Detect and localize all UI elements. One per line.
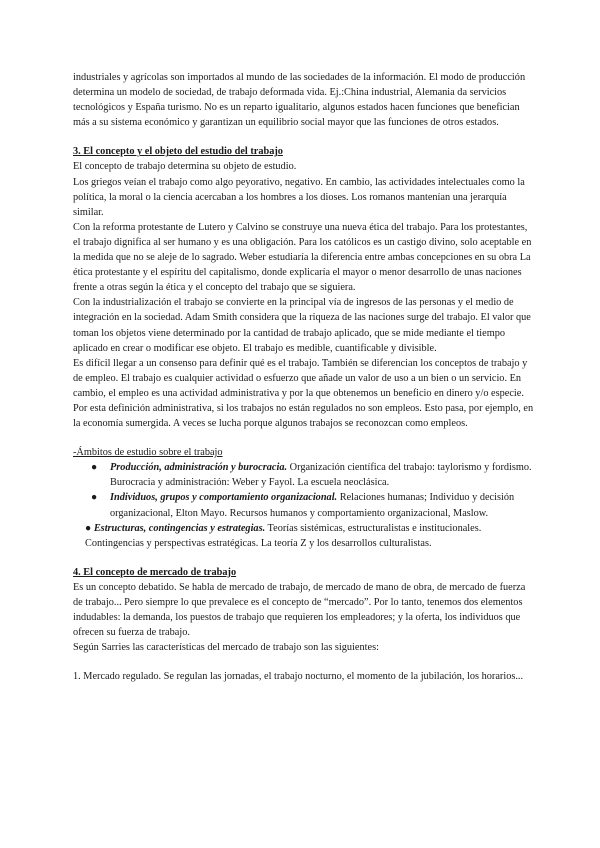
intro-paragraph: industriales y agrícolas son importados al mundo de las sociedades de la información. El modo de producción determina un modelo de sociedad, de trabajo deformada vida. Ej.:China industrial, Alemania da servicios tecnológicos y España turismo. No es un reparto igualitario, algunos estados hacen funciones que benefician más a su sistema económico y garantizan un equilibrio social mayor que las funciones de otros estados. — [73, 72, 526, 129]
ambito-title: Producción, administración y burocracia. — [110, 462, 288, 474]
spacer — [73, 431, 535, 445]
section-4-heading: 4. El concepto de mercado de trabajo — [73, 566, 237, 578]
spacer — [73, 551, 535, 565]
spacer — [73, 655, 535, 669]
ambito-text: Relaciones humanas; Individuo y decisión organizacional, Elton Mayo. Recursos humanos y comportamiento organizacional, Maslow. — [110, 492, 515, 519]
section-3-paragraph: Con la industrialización el trabajo se convierte en la principal vía de ingresos de las personas y el medio de integración en la sociedad. Adam Smith considera que la riqueza de las naciones surge del trabajo. El valor que toman los objetos viene determinado por la cantidad de trabajo aplicado, que se mide mediante el tiempo aplicado en crear o modificar ese objeto. El trabajo es medible, cuantificable y divisible. — [73, 297, 531, 354]
ambito-title: Estructuras, contingencias y estrategias. — [93, 522, 266, 534]
bullet-icon: ● — [91, 462, 98, 474]
ambito-title: Individuos, grupos y comportamiento organizacional. — [110, 492, 338, 504]
document-page — [73, 70, 535, 684]
section-4-paragraph: Según Sarries las características del mercado de trabajo son las siguientes: — [73, 642, 379, 654]
section-3-paragraph: Los griegos veían el trabajo como algo peyorativo, negativo. En cambio, las actividades intelectuales como la política, la moral o la ciencia acercaban a los hombres a los dioses. Los romanos mantenían una jerarquía similar. — [73, 176, 525, 218]
ambitos-heading: -Ámbitos de estudio sobre el trabajo — [73, 447, 223, 459]
section-3-heading: 3. El concepto y el objeto del estudio del trabajo — [73, 146, 283, 158]
ambito-text: Organización científica del trabajo: taylorismo y fordismo. Burocracia y administración: Weber y Fayol. La escuela neoclásica. — [110, 462, 532, 489]
ambito-item — [73, 490, 535, 520]
ambitos-list — [73, 460, 535, 520]
bullet-icon: ● — [85, 522, 92, 534]
ambito-text: Teorías sistémicas, estructuralistas e institucionales. Contingencias y perspectivas estratégicas. La teoría Z y los desarrollos culturalistas. — [85, 522, 482, 549]
section-4-paragraph: Es un concepto debatido. Se habla de mercado de trabajo, de mercado de mano de obra, de mercado de fuerza de trabajo... Pero siempre lo que prevalece es el concepto de “mercado”. Por lo tanto, tenemos dos elementos indudables: la demanda, los puestos de trabajo que requieren los empleadores; y la oferta, los individuos que ofrecen su fuerza de trabajo. — [73, 581, 526, 639]
section-3-paragraph: El concepto de trabajo determina su objeto de estudio. — [73, 161, 297, 173]
ambito-item — [73, 460, 535, 490]
ambito-item — [73, 521, 535, 551]
spacer — [73, 130, 535, 144]
bullet-icon: ● — [91, 492, 98, 504]
section-3-paragraph: Es difícil llegar a un consenso para definir qué es el trabajo. También se diferencian los conceptos de trabajo y de empleo. El trabajo es cualquier actividad o esfuerzo que añade un valor de uso a un bien o un servicio. En cambio, el empleo es una actividad administrativa y por la que obtenemos un beneficio en dinero y/o especie. — [73, 357, 528, 399]
section-3-paragraph: Por esta definición administrativa, si los trabajos no están regulados no son empleos. Esto pasa, por ejemplo, en la economía sumergida. A veces se lucha porque algunos trabajos se reconozcan como empleos. — [73, 402, 534, 430]
numbered-list-item: 1. Mercado regulado. Se regulan las jornadas, el trabajo nocturno, el momento de la jubilación, los horarios... — [73, 671, 524, 683]
section-3-paragraph: Con la reforma protestante de Lutero y Calvino se construye una nueva ética del trabajo. Para los protestantes, el trabajo dignifica al ser humano y es una obligación. Para los católicos es un castigo divino, solo aceptable en la medida que no se aleje de lo sagrado. Weber estudiaría la diferencia entre ambas concepciones en su obra La ética protestante y el espíritu del capitalismo, donde explicaría el mayor o menor desarrollo de unas naciones frente a otras según la ética y el concepto del trabajo que se siguiera. — [73, 221, 532, 294]
